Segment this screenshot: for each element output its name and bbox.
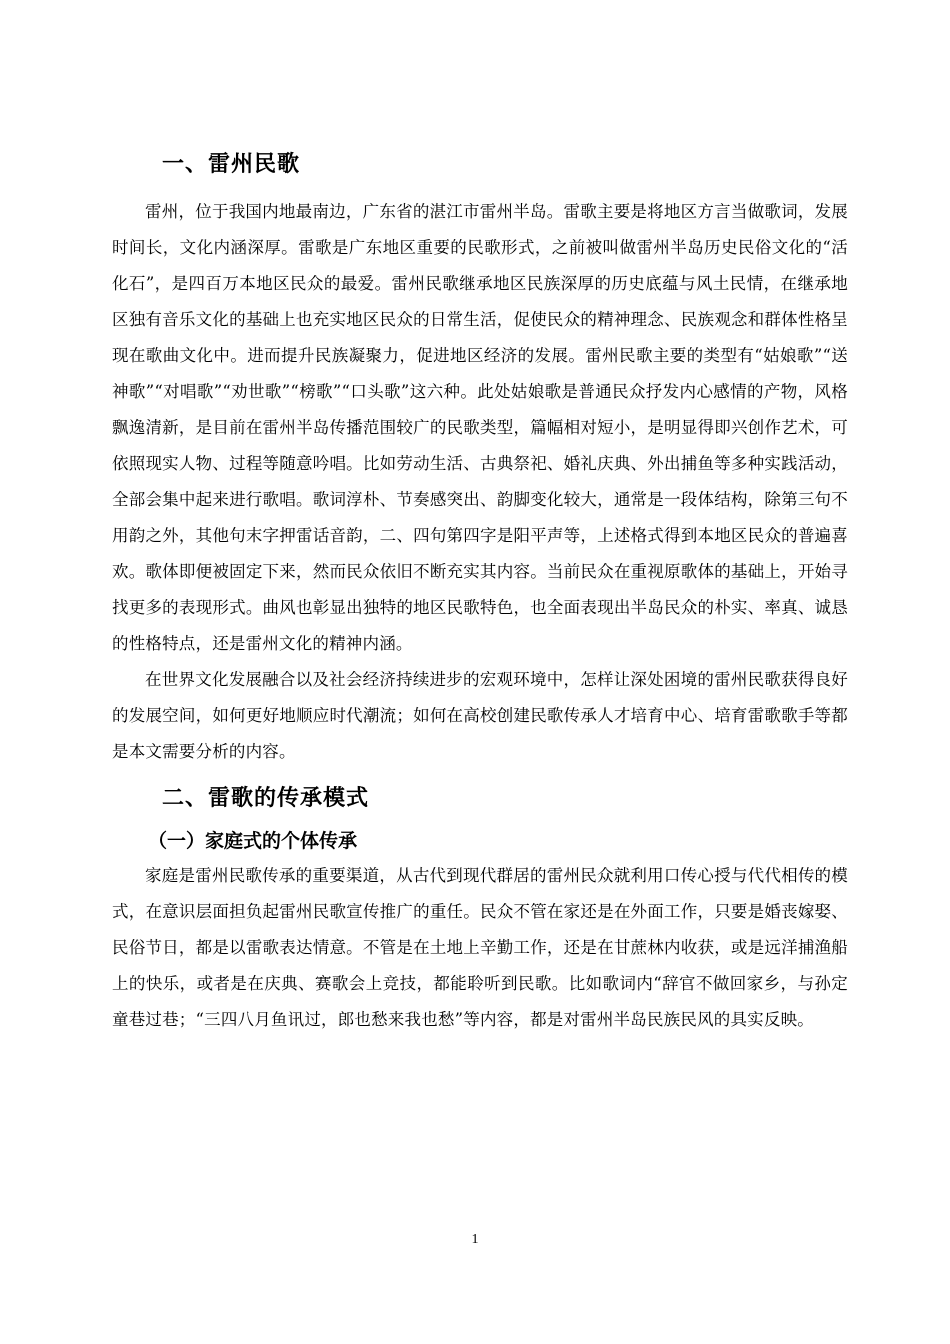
subsection-heading-family-inheritance: （一）家庭式的个体传承 [148,830,358,852]
document-body [112,150,848,1038]
section-heading-inheritance-mode: 二、雷歌的传承模式 [162,786,370,811]
section-heading-leizhou-folk-songs: 一、雷州民歌 [162,152,301,177]
paragraph-family-inheritance: 家庭是雷州民歌传承的重要渠道，从古代到现代群居的雷州民众就利用口传心授与代代相传的模式，在意识层面担负起雷州民歌宣传推广的重任。民众不管在家还是在外面工作，只要是婚丧嫁娶、民俗节日，都是以雷歌表达情意。不管是在土地上辛勤工作，还是在甘蔗林内收获，或是远洋捕渔船上的快乐，或者是在庆典、赛歌会上竞技，都能聆听到民歌。比如歌词内“辞官不做回家乡，与孙定童巷过巷；“三四八月鱼讯过，郎也愁来我也愁”等内容，都是对雷州半岛民族民风的具实反映。 [112,866,848,1029]
page-number: 1 [471,1232,479,1247]
paragraph-intro: 雷州，位于我国内地最南边，广东省的湛江市雷州半岛。雷歌主要是将地区方言当做歌词，发展时间长，文化内涵深厚。雷歌是广东地区重要的民歌形式，之前被叫做雷州半岛历史民俗文化的“活化石”，是四百万本地区民众的最爱。雷州民歌继承地区民族深厚的历史底蕴与风土民情，在继承地区独有音乐文化的基础上也充实地区民众的日常生活，促使民众的精神理念、民族观念和群体性格呈现在歌曲文化中。进而提升民族凝聚力，促进地区经济的发展。雷州民歌主要的类型有“姑娘歌”“送神歌”“对唱歌”“劝世歌”“榜歌”“口头歌”这六种。此处姑娘歌是普通民众抒发内心感情的产物，风格飘逸清新，是目前在雷州半岛传播范围较广的民歌类型，篇幅相对短小，是明显得即兴创作艺术，可依照现实人物、过程等随意吟唱。比如劳动生活、古典祭祀、婚礼庆典、外出捕鱼等多种实践活动，全部会集中起来进行歌唱。歌词淳朴、节奏感突出、韵脚变化较大，通常是一段体结构，除第三句不用韵之外，其他句末字押雷话音韵，二、四句第四字是阳平声等，上述格式得到本地区民众的普遍喜欢。歌体即便被固定下来，然而民众依旧不断充实其内容。当前民众在重视原歌体的基础上，开始寻找更多的表现形式。曲风也彰显出独特的地区民歌特色，也全面表现出半岛民众的朴实、率真、诚恳的性格特点，还是雷州文化的精神内涵。 [112,202,848,653]
paragraph-research-scope: 在世界文化发展融合以及社会经济持续进步的宏观环境中，怎样让深处困境的雷州民歌获得良好的发展空间，如何更好地顺应时代潮流；如何在高校创建民歌传承人才培育中心、培育雷歌歌手等都是本文需要分析的内容。 [112,670,848,761]
